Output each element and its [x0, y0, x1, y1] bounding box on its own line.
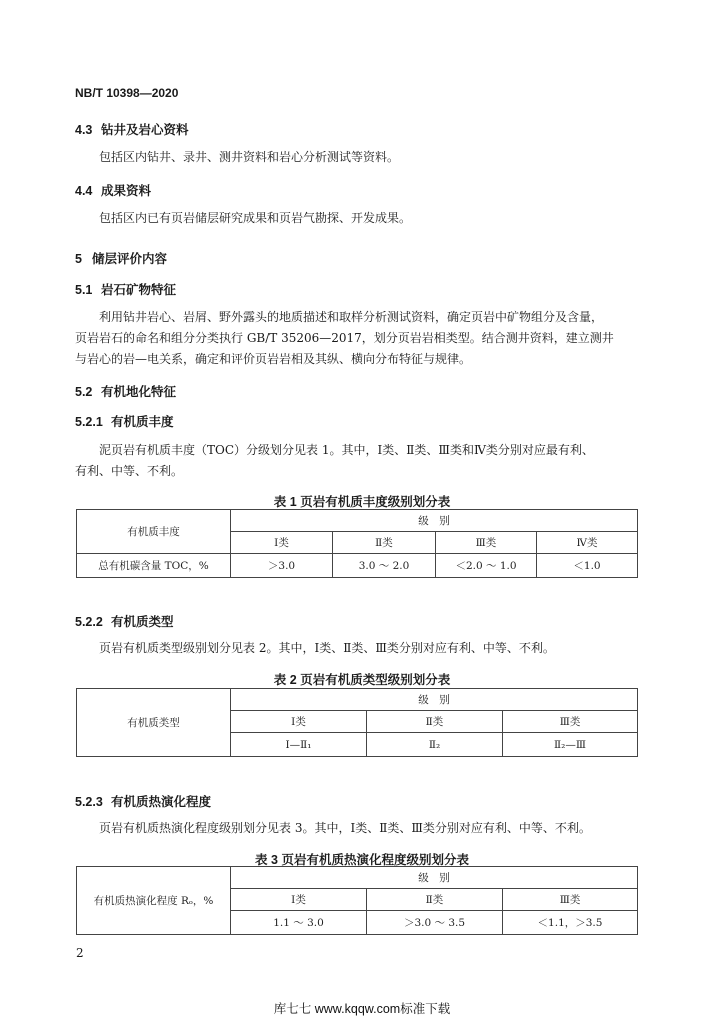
class-header: Ⅲ类 — [503, 711, 638, 733]
class-header: Ⅲ类 — [503, 889, 638, 911]
value-cell: ＜1.1，＞3.5 — [503, 911, 638, 935]
section-title: 有机地化特征 — [101, 385, 177, 399]
section-4-4-text: 包括区内已有页岩储层研究成果和页岩气勘探、开发成果。 — [99, 211, 412, 225]
class-header: Ⅲ类 — [436, 532, 537, 554]
section-5-2-3-heading — [75, 792, 211, 810]
table-1-caption: 表 1 页岩有机质丰度级别划分表 — [273, 495, 451, 509]
section-5-2-heading — [75, 382, 176, 400]
section-number: 5 — [75, 252, 82, 266]
section-title: 钻井及岩心资料 — [101, 123, 189, 137]
class-header: Ⅳ类 — [537, 532, 638, 554]
value-cell: ＜1.0 — [537, 554, 638, 578]
section-number: 5.1 — [75, 283, 93, 297]
section-title: 有机质类型 — [111, 615, 174, 629]
table-row-header: 有机质热演化程度 Rₒ，% — [77, 867, 231, 935]
table-1 — [76, 509, 638, 578]
footer-watermark: 库七七 www.kqqw.com标准下载 — [273, 1002, 451, 1016]
class-header: Ⅰ类 — [231, 889, 367, 911]
section-5-heading — [75, 249, 167, 267]
section-number: 5.2 — [75, 385, 93, 399]
table-3 — [76, 866, 638, 935]
page-number: 2 — [76, 946, 84, 960]
value-cell: 3.0 ～ 2.0 — [333, 554, 436, 578]
section-title: 有机质热演化程度 — [111, 795, 212, 809]
section-title: 有机质丰度 — [111, 415, 174, 429]
table-row-header: 有机质丰度 — [77, 510, 231, 554]
table-group-header: 级 别 — [231, 510, 638, 532]
table-group-header: 级 别 — [231, 867, 638, 889]
section-title: 储层评价内容 — [92, 252, 168, 266]
class-header: Ⅰ类 — [231, 532, 333, 554]
value-cell: Ⅰ—Ⅱ₁ — [231, 733, 367, 757]
table-row — [77, 554, 638, 578]
section-5-1-line-1: 利用钻井岩心、岩屑、野外露头的地质描述和取样分析测试资料，确定页岩中矿物组分及含量， — [99, 310, 604, 324]
section-5-2-1-heading — [75, 412, 174, 430]
section-number: 4.4 — [75, 184, 93, 198]
table-2-caption: 表 2 页岩有机质类型级别划分表 — [273, 673, 451, 687]
section-number: 5.2.3 — [75, 795, 103, 809]
section-title: 岩石矿物特征 — [101, 283, 177, 297]
table-2 — [76, 688, 638, 757]
section-5-1-line-2: 页岩岩石的命名和组分分类执行 GB/T 35206—2017，划分页岩岩相类型。结合测井资料，建立测井 — [75, 331, 614, 345]
section-number: 4.3 — [75, 123, 93, 137]
class-header: Ⅱ类 — [333, 532, 436, 554]
section-5-2-2-heading — [75, 612, 174, 630]
value-cell: ＞3.0 ～ 3.5 — [367, 911, 503, 935]
section-title: 成果资料 — [101, 184, 152, 198]
class-header: Ⅱ类 — [367, 889, 503, 911]
table-3-caption: 表 3 页岩有机质热演化程度级别划分表 — [255, 853, 469, 867]
value-cell: Ⅱ₂ — [367, 733, 503, 757]
table-group-header: 级 别 — [231, 689, 638, 711]
value-cell: ＜2.0 ～ 1.0 — [436, 554, 537, 578]
class-header: Ⅰ类 — [231, 711, 367, 733]
section-4-4-heading — [75, 181, 151, 199]
section-5-2-2-text: 页岩有机质类型级别划分见表 2。其中，Ⅰ类、Ⅱ类、Ⅲ类分别对应有利、中等、不利。 — [99, 641, 555, 655]
section-4-3-heading — [75, 120, 189, 138]
value-cell: 1.1 ～ 3.0 — [231, 911, 367, 935]
parameter-cell: 总有机碳含量 TOC，% — [77, 554, 231, 578]
section-5-2-1-line-2: 有利、中等、不利。 — [75, 464, 184, 478]
class-header: Ⅱ类 — [367, 711, 503, 733]
section-number: 5.2.2 — [75, 615, 103, 629]
section-5-2-1-line-1: 泥页岩有机质丰度（TOC）分级划分见表 1。其中，Ⅰ类、Ⅱ类、Ⅲ类和Ⅳ类分别对应最有利、 — [99, 443, 594, 457]
section-5-1-line-3: 与岩心的岩—电关系，确定和评价页岩岩相及其纵、横向分布特征与规律。 — [75, 352, 472, 366]
section-number: 5.2.1 — [75, 415, 103, 429]
section-5-1-heading — [75, 280, 176, 298]
section-4-3-text: 包括区内钻井、录井、测井资料和岩心分析测试等资料。 — [99, 150, 400, 164]
table-row-header: 有机质类型 — [77, 689, 231, 757]
value-cell: Ⅱ₂—Ⅲ — [503, 733, 638, 757]
value-cell: ＞3.0 — [231, 554, 333, 578]
section-5-2-3-text: 页岩有机质热演化程度级别划分见表 3。其中，Ⅰ类、Ⅱ类、Ⅲ类分别对应有利、中等、不利。 — [99, 821, 591, 835]
document-code: NB/T 10398—2020 — [75, 86, 179, 100]
